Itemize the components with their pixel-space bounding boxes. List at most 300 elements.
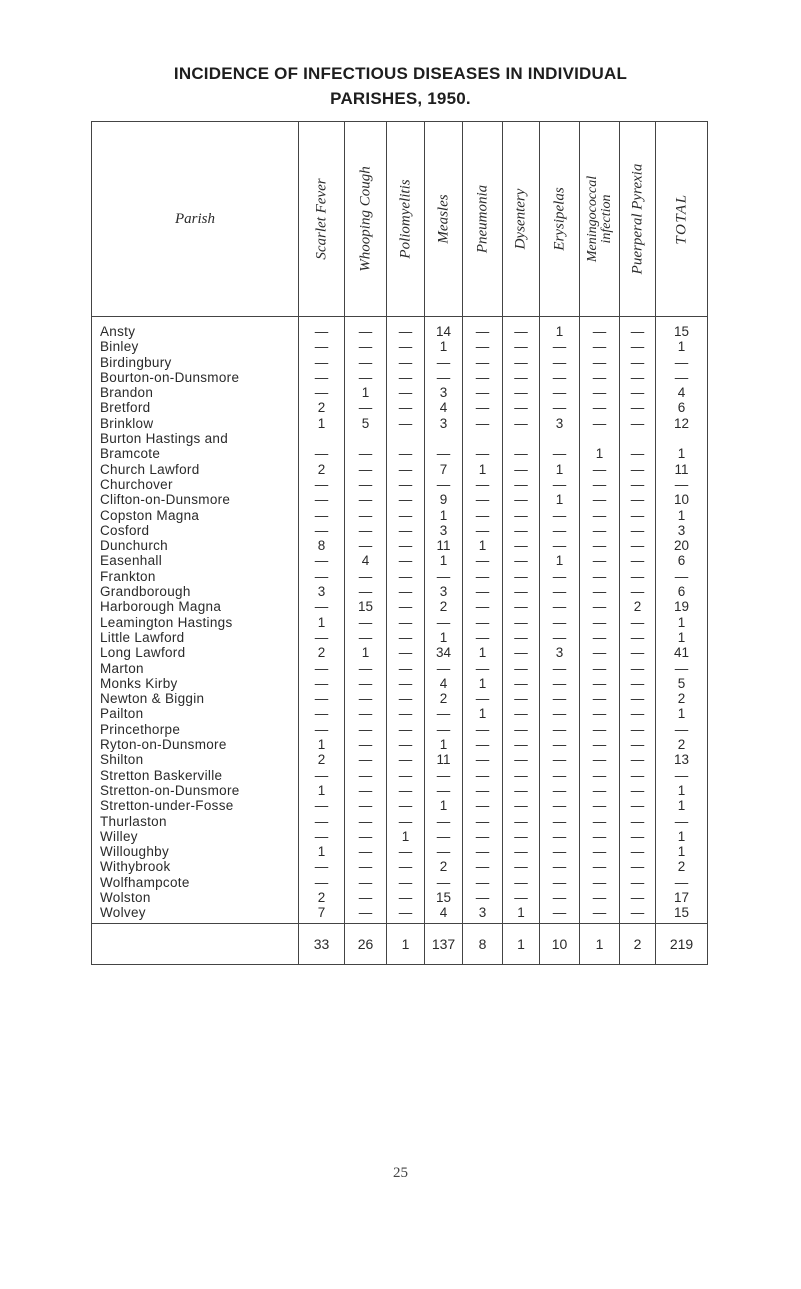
case-count-cell: — bbox=[580, 370, 620, 385]
case-count-cell: — bbox=[387, 890, 425, 905]
table-row bbox=[92, 829, 708, 844]
case-count-cell: — bbox=[580, 553, 620, 568]
case-count-cell: — bbox=[463, 752, 503, 767]
case-count-cell: — bbox=[299, 661, 345, 676]
row-total-cell: 13 bbox=[656, 752, 708, 767]
case-count-cell: — bbox=[620, 691, 656, 706]
row-total-cell: 1 bbox=[656, 446, 708, 461]
case-count-cell: 1 bbox=[345, 385, 387, 400]
column-header-label-line-2: infection bbox=[598, 194, 614, 244]
case-count-cell: — bbox=[620, 553, 656, 568]
row-total-cell: — bbox=[656, 768, 708, 783]
case-count-cell: — bbox=[540, 446, 580, 461]
case-count-cell: 3 bbox=[540, 416, 580, 431]
row-total-cell: 1 bbox=[656, 783, 708, 798]
case-count-cell: 1 bbox=[425, 553, 463, 568]
case-count-cell: — bbox=[580, 691, 620, 706]
case-count-cell: — bbox=[299, 492, 345, 507]
page-title-line-1: INCIDENCE OF INFECTIOUS DISEASES IN INDIVIDUAL bbox=[173, 64, 628, 83]
case-count-cell: — bbox=[620, 737, 656, 752]
parish-name-cell: Bourton-on-Dunsmore bbox=[92, 370, 299, 385]
case-count-cell: 3 bbox=[540, 645, 580, 660]
case-count-cell: — bbox=[387, 905, 425, 923]
parish-name-cell: Grandborough bbox=[92, 584, 299, 599]
case-count-cell: — bbox=[540, 630, 580, 645]
parish-name-cell: Little Lawford bbox=[92, 630, 299, 645]
case-count-cell: — bbox=[425, 370, 463, 385]
parish-name-cell: Wolfhampcote bbox=[92, 875, 299, 890]
case-count-cell: 1 bbox=[503, 905, 540, 923]
case-count-cell: 4 bbox=[425, 400, 463, 415]
case-count-cell: — bbox=[387, 599, 425, 614]
case-count-cell: — bbox=[620, 783, 656, 798]
case-count-cell: — bbox=[503, 538, 540, 553]
case-count-cell: — bbox=[503, 477, 540, 492]
case-count-cell: — bbox=[345, 400, 387, 415]
case-count-cell: — bbox=[463, 844, 503, 859]
case-count-cell: 2 bbox=[299, 400, 345, 415]
table-row bbox=[92, 370, 708, 385]
case-count-cell: 5 bbox=[345, 416, 387, 431]
case-count-cell: — bbox=[345, 706, 387, 721]
table-row bbox=[92, 814, 708, 829]
case-count-cell: — bbox=[345, 768, 387, 783]
row-total-cell: 12 bbox=[656, 416, 708, 431]
page-number: 25 bbox=[393, 1165, 408, 1181]
case-count-cell: — bbox=[425, 814, 463, 829]
row-total-cell: — bbox=[656, 814, 708, 829]
case-count-cell: — bbox=[345, 859, 387, 874]
column-header-label bbox=[586, 176, 614, 262]
row-total-cell: 1 bbox=[656, 630, 708, 645]
case-count-cell: — bbox=[463, 615, 503, 630]
case-count-cell: — bbox=[387, 477, 425, 492]
column-header-label: Erysipelas bbox=[551, 187, 567, 251]
case-count-cell: — bbox=[387, 676, 425, 691]
case-count-cell: — bbox=[503, 722, 540, 737]
case-count-cell: 2 bbox=[425, 859, 463, 874]
table-row bbox=[92, 431, 708, 446]
parish-name-cell: Burton Hastings and bbox=[92, 431, 299, 446]
case-count-cell: — bbox=[345, 722, 387, 737]
case-count-cell: — bbox=[503, 798, 540, 813]
row-total-cell: 1 bbox=[656, 798, 708, 813]
table-row bbox=[92, 676, 708, 691]
case-count-cell: — bbox=[345, 446, 387, 461]
row-total-cell: 4 bbox=[656, 385, 708, 400]
case-count-cell: — bbox=[299, 446, 345, 461]
table-row bbox=[92, 783, 708, 798]
case-count-cell: — bbox=[620, 645, 656, 660]
case-count-cell: — bbox=[425, 355, 463, 370]
column-header-dysentery bbox=[503, 122, 540, 317]
case-count-cell: — bbox=[463, 722, 503, 737]
case-count-cell: 1 bbox=[540, 462, 580, 477]
case-count-cell: — bbox=[299, 477, 345, 492]
parish-name-cell: Copston Magna bbox=[92, 508, 299, 523]
header-row bbox=[92, 122, 708, 317]
case-count-cell: — bbox=[580, 875, 620, 890]
case-count-cell: — bbox=[425, 844, 463, 859]
table-row bbox=[92, 722, 708, 737]
case-count-cell: — bbox=[425, 722, 463, 737]
parish-name-cell: Shilton bbox=[92, 752, 299, 767]
table-row bbox=[92, 859, 708, 874]
case-count-cell: — bbox=[503, 385, 540, 400]
case-count-cell: — bbox=[580, 385, 620, 400]
parish-name-cell: Easenhall bbox=[92, 553, 299, 568]
case-count-cell: — bbox=[299, 508, 345, 523]
case-count-cell: 3 bbox=[425, 523, 463, 538]
case-count-cell: — bbox=[387, 798, 425, 813]
column-header-meningococcal-infection bbox=[580, 122, 620, 317]
case-count-cell: 1 bbox=[299, 416, 345, 431]
case-count-cell: — bbox=[540, 814, 580, 829]
case-count-cell: — bbox=[345, 829, 387, 844]
case-count-cell: — bbox=[463, 599, 503, 614]
column-header-label: Measles bbox=[435, 194, 451, 244]
case-count-cell: 1 bbox=[299, 844, 345, 859]
case-count-cell: — bbox=[387, 752, 425, 767]
case-count-cell: — bbox=[580, 890, 620, 905]
case-count-cell: — bbox=[463, 446, 503, 461]
case-count-cell: — bbox=[299, 859, 345, 874]
case-count-cell: 1 bbox=[425, 508, 463, 523]
case-count-cell: — bbox=[345, 844, 387, 859]
column-total-cell: 219 bbox=[656, 923, 708, 964]
case-count-cell: — bbox=[463, 523, 503, 538]
row-total-cell: 19 bbox=[656, 599, 708, 614]
case-count-cell: — bbox=[580, 737, 620, 752]
page-title-line-2: PARISHES, 1950. bbox=[330, 89, 471, 108]
case-count-cell: — bbox=[620, 523, 656, 538]
parish-name-cell: Stretton Baskerville bbox=[92, 768, 299, 783]
case-count-cell: — bbox=[620, 814, 656, 829]
case-count-cell: — bbox=[425, 783, 463, 798]
case-count-cell: — bbox=[387, 370, 425, 385]
column-header-scarlet-fever bbox=[299, 122, 345, 317]
case-count-cell: 1 bbox=[425, 339, 463, 354]
case-count-cell: — bbox=[540, 385, 580, 400]
row-total-cell: 6 bbox=[656, 584, 708, 599]
case-count-cell: 1 bbox=[425, 798, 463, 813]
table-row bbox=[92, 875, 708, 890]
table-row bbox=[92, 339, 708, 354]
case-count-cell: — bbox=[463, 814, 503, 829]
parish-name-cell: Willey bbox=[92, 829, 299, 844]
case-count-cell: 15 bbox=[425, 890, 463, 905]
case-count-cell: — bbox=[620, 508, 656, 523]
case-count-cell: 1 bbox=[540, 492, 580, 507]
column-header-label: Pneumonia bbox=[474, 184, 490, 254]
table-row bbox=[92, 523, 708, 538]
case-count-cell: — bbox=[580, 706, 620, 721]
case-count-cell bbox=[299, 431, 345, 446]
case-count-cell: — bbox=[540, 752, 580, 767]
row-total-cell: 15 bbox=[656, 905, 708, 923]
case-count-cell: — bbox=[580, 492, 620, 507]
case-count-cell: — bbox=[299, 829, 345, 844]
case-count-cell: — bbox=[345, 538, 387, 553]
case-count-cell: — bbox=[540, 905, 580, 923]
table-row bbox=[92, 553, 708, 568]
case-count-cell: — bbox=[299, 553, 345, 568]
case-count-cell: — bbox=[580, 630, 620, 645]
row-total-cell: — bbox=[656, 355, 708, 370]
table-row bbox=[92, 416, 708, 431]
case-count-cell bbox=[503, 431, 540, 446]
case-count-cell: — bbox=[345, 905, 387, 923]
case-count-cell: 11 bbox=[425, 538, 463, 553]
case-count-cell: — bbox=[540, 569, 580, 584]
table-row bbox=[92, 538, 708, 553]
column-header-total bbox=[656, 122, 708, 317]
case-count-cell: — bbox=[580, 615, 620, 630]
case-count-cell: — bbox=[503, 768, 540, 783]
case-count-cell: — bbox=[503, 446, 540, 461]
case-count-cell: — bbox=[345, 814, 387, 829]
column-header-label-line-1: Meningococcal bbox=[584, 175, 600, 263]
case-count-cell: — bbox=[620, 492, 656, 507]
row-total-cell: 2 bbox=[656, 859, 708, 874]
case-count-cell: — bbox=[580, 722, 620, 737]
table-row bbox=[92, 385, 708, 400]
case-count-cell: — bbox=[463, 737, 503, 752]
parish-name-cell: Princethorpe bbox=[92, 722, 299, 737]
case-count-cell: — bbox=[540, 523, 580, 538]
case-count-cell: — bbox=[463, 339, 503, 354]
case-count-cell: — bbox=[299, 798, 345, 813]
case-count-cell: — bbox=[503, 859, 540, 874]
case-count-cell: 8 bbox=[299, 538, 345, 553]
case-count-cell: — bbox=[463, 569, 503, 584]
case-count-cell: — bbox=[620, 615, 656, 630]
case-count-cell: — bbox=[387, 523, 425, 538]
case-count-cell: — bbox=[540, 829, 580, 844]
parish-name-cell: Long Lawford bbox=[92, 645, 299, 660]
case-count-cell: 1 bbox=[299, 615, 345, 630]
case-count-cell: — bbox=[620, 584, 656, 599]
case-count-cell: — bbox=[503, 492, 540, 507]
case-count-cell: — bbox=[345, 737, 387, 752]
case-count-cell: — bbox=[425, 477, 463, 492]
case-count-cell: — bbox=[425, 768, 463, 783]
case-count-cell: — bbox=[503, 584, 540, 599]
case-count-cell bbox=[580, 431, 620, 446]
case-count-cell: — bbox=[580, 859, 620, 874]
table-row bbox=[92, 400, 708, 415]
case-count-cell: — bbox=[299, 339, 345, 354]
parish-name-cell: Wolvey bbox=[92, 905, 299, 923]
case-count-cell: — bbox=[503, 355, 540, 370]
case-count-cell: — bbox=[503, 814, 540, 829]
case-count-cell: — bbox=[345, 492, 387, 507]
case-count-cell: 4 bbox=[425, 676, 463, 691]
case-count-cell: — bbox=[345, 661, 387, 676]
case-count-cell: — bbox=[299, 691, 345, 706]
case-count-cell: 15 bbox=[345, 599, 387, 614]
case-count-cell: — bbox=[503, 317, 540, 340]
case-count-cell: — bbox=[580, 569, 620, 584]
parish-name-cell: Bramcote bbox=[92, 446, 299, 461]
case-count-cell: — bbox=[620, 538, 656, 553]
case-count-cell: — bbox=[387, 462, 425, 477]
case-count-cell: — bbox=[463, 553, 503, 568]
case-count-cell: — bbox=[503, 416, 540, 431]
table-row bbox=[92, 599, 708, 614]
case-count-cell: — bbox=[503, 676, 540, 691]
case-count-cell: 1 bbox=[299, 783, 345, 798]
case-count-cell: — bbox=[620, 798, 656, 813]
case-count-cell: — bbox=[425, 615, 463, 630]
case-count-cell: — bbox=[580, 829, 620, 844]
case-count-cell: — bbox=[299, 630, 345, 645]
case-count-cell: — bbox=[345, 477, 387, 492]
table-row bbox=[92, 355, 708, 370]
case-count-cell: — bbox=[580, 599, 620, 614]
table-row bbox=[92, 317, 708, 340]
case-count-cell: — bbox=[620, 317, 656, 340]
row-total-cell: 3 bbox=[656, 523, 708, 538]
column-header-pneumonia bbox=[463, 122, 503, 317]
case-count-cell: — bbox=[503, 645, 540, 660]
case-count-cell: — bbox=[299, 569, 345, 584]
case-count-cell: — bbox=[463, 691, 503, 706]
case-count-cell: 34 bbox=[425, 645, 463, 660]
case-count-cell: — bbox=[620, 630, 656, 645]
case-count-cell: — bbox=[620, 829, 656, 844]
case-count-cell: — bbox=[540, 676, 580, 691]
table-row bbox=[92, 706, 708, 721]
case-count-cell: — bbox=[540, 599, 580, 614]
case-count-cell: — bbox=[620, 385, 656, 400]
parish-name-cell: Thurlaston bbox=[92, 814, 299, 829]
table-row bbox=[92, 462, 708, 477]
case-count-cell: 1 bbox=[580, 446, 620, 461]
row-total-cell: — bbox=[656, 477, 708, 492]
case-count-cell: — bbox=[345, 317, 387, 340]
case-count-cell: — bbox=[387, 553, 425, 568]
case-count-cell: — bbox=[503, 400, 540, 415]
case-count-cell: 2 bbox=[299, 462, 345, 477]
case-count-cell: — bbox=[345, 508, 387, 523]
table-row bbox=[92, 645, 708, 660]
row-total-cell: 15 bbox=[656, 317, 708, 340]
case-count-cell: — bbox=[580, 798, 620, 813]
table-row bbox=[92, 691, 708, 706]
case-count-cell: — bbox=[503, 370, 540, 385]
case-count-cell: — bbox=[425, 829, 463, 844]
table-row bbox=[92, 477, 708, 492]
column-header-whooping-cough bbox=[345, 122, 387, 317]
case-count-cell: 7 bbox=[425, 462, 463, 477]
parish-name-cell: Churchover bbox=[92, 477, 299, 492]
table-row bbox=[92, 630, 708, 645]
case-count-cell: — bbox=[580, 355, 620, 370]
case-count-cell: — bbox=[345, 569, 387, 584]
case-count-cell: 1 bbox=[540, 553, 580, 568]
case-count-cell: 2 bbox=[299, 752, 345, 767]
parish-name-cell: Ansty bbox=[92, 317, 299, 340]
case-count-cell: 11 bbox=[425, 752, 463, 767]
column-total-cell: 1 bbox=[503, 923, 540, 964]
parish-name-cell: Withybrook bbox=[92, 859, 299, 874]
case-count-cell: — bbox=[299, 370, 345, 385]
case-count-cell: — bbox=[620, 339, 656, 354]
column-header-label: Whooping Cough bbox=[357, 166, 373, 272]
case-count-cell: — bbox=[540, 477, 580, 492]
table-row bbox=[92, 508, 708, 523]
case-count-cell: — bbox=[345, 783, 387, 798]
case-count-cell: 3 bbox=[425, 416, 463, 431]
parish-name-cell: Brandon bbox=[92, 385, 299, 400]
case-count-cell: — bbox=[540, 798, 580, 813]
column-header-parish: Parish bbox=[92, 122, 299, 317]
case-count-cell bbox=[463, 431, 503, 446]
case-count-cell: 1 bbox=[463, 645, 503, 660]
case-count-cell: — bbox=[345, 584, 387, 599]
row-total-cell: — bbox=[656, 370, 708, 385]
case-count-cell: — bbox=[503, 829, 540, 844]
case-count-cell: — bbox=[503, 615, 540, 630]
parish-name-cell: Cosford bbox=[92, 523, 299, 538]
parish-name-cell: Church Lawford bbox=[92, 462, 299, 477]
case-count-cell: — bbox=[345, 462, 387, 477]
case-count-cell: — bbox=[299, 317, 345, 340]
case-count-cell: 2 bbox=[620, 599, 656, 614]
case-count-cell: — bbox=[387, 783, 425, 798]
case-count-cell: — bbox=[503, 890, 540, 905]
column-header-puerperal-pyrexia bbox=[620, 122, 656, 317]
row-total-cell: 2 bbox=[656, 691, 708, 706]
case-count-cell: — bbox=[540, 859, 580, 874]
row-total-cell: — bbox=[656, 875, 708, 890]
case-count-cell: — bbox=[503, 569, 540, 584]
case-count-cell: — bbox=[503, 462, 540, 477]
case-count-cell: — bbox=[580, 538, 620, 553]
table-row bbox=[92, 844, 708, 859]
case-count-cell: — bbox=[580, 752, 620, 767]
case-count-cell: — bbox=[540, 400, 580, 415]
column-total-cell: 2 bbox=[620, 923, 656, 964]
case-count-cell: — bbox=[463, 370, 503, 385]
row-total-cell bbox=[656, 431, 708, 446]
case-count-cell: — bbox=[503, 737, 540, 752]
parish-name-cell: Willoughby bbox=[92, 844, 299, 859]
row-total-cell: 10 bbox=[656, 492, 708, 507]
row-total-cell: 1 bbox=[656, 339, 708, 354]
case-count-cell: — bbox=[620, 905, 656, 923]
parish-name-cell: Bretford bbox=[92, 400, 299, 415]
row-total-cell: — bbox=[656, 661, 708, 676]
case-count-cell: 1 bbox=[345, 645, 387, 660]
case-count-cell: — bbox=[540, 691, 580, 706]
case-count-cell bbox=[387, 431, 425, 446]
case-count-cell: — bbox=[503, 599, 540, 614]
table-row bbox=[92, 768, 708, 783]
row-total-cell: 5 bbox=[656, 676, 708, 691]
case-count-cell: — bbox=[387, 814, 425, 829]
table-row bbox=[92, 446, 708, 461]
case-count-cell: — bbox=[299, 722, 345, 737]
case-count-cell: — bbox=[387, 661, 425, 676]
case-count-cell: 1 bbox=[425, 737, 463, 752]
totals-label-cell bbox=[92, 923, 299, 964]
row-total-cell: 1 bbox=[656, 508, 708, 523]
column-total-cell: 137 bbox=[425, 923, 463, 964]
case-count-cell bbox=[540, 431, 580, 446]
row-total-cell: 1 bbox=[656, 844, 708, 859]
